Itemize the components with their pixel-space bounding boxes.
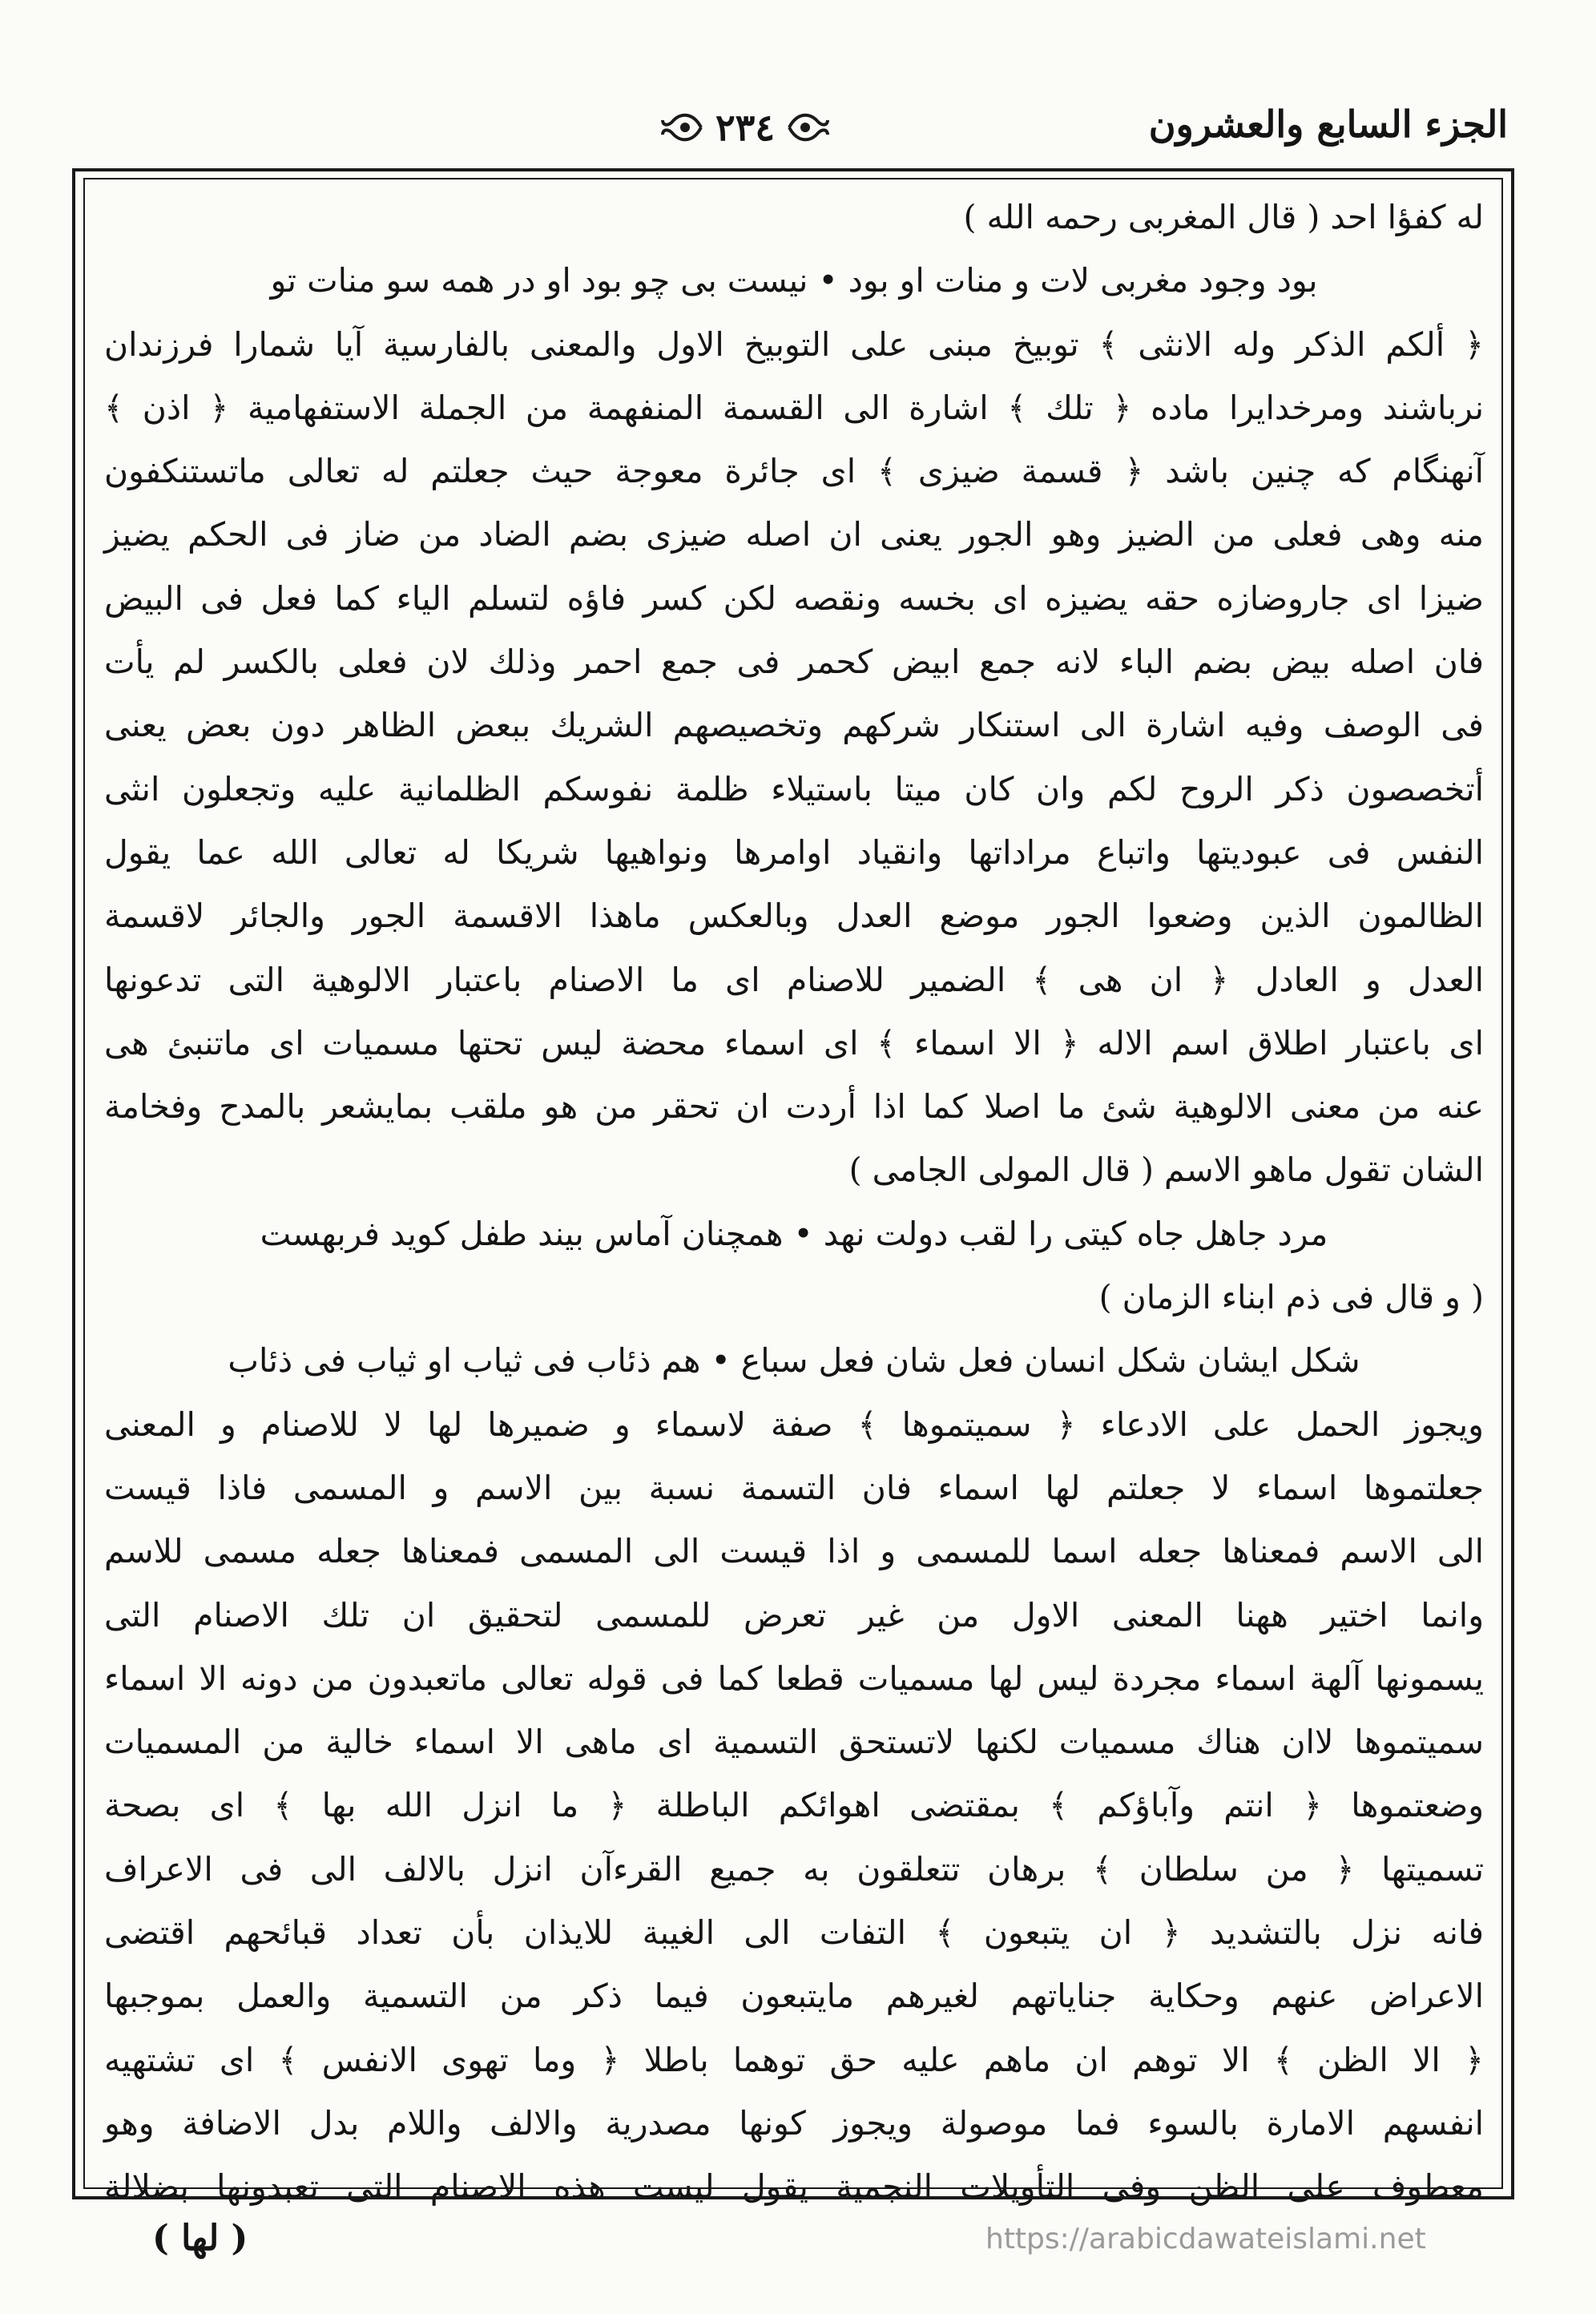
text-line: النفس فى عبوديتها واتباع مراداتها وانقياد اوامرها ونواهيها شريكا له تعالى الله عما يقول: [104, 832, 1484, 872]
text-line: فانه نزل بالتشديد ﴿ ان يتبعون ﴾ التفات الى الغيبة للايذان بأن تعداد قبائحهم اقتضى: [104, 1913, 1484, 1953]
text-line: اى باعتبار اطلاق اسم الاله ﴿ الا اسماء ﴾ اى اسماء محضة ليس تحتها مسميات اى ماتنبئ هى: [104, 1023, 1484, 1062]
text-line: ﴿ ألكم الذكر وله الانثى ﴾ توبيخ مبنى على التوبيخ الاول والمعنى بالفارسية آيا شمارا فرزندان: [104, 325, 1484, 364]
watermark-url: https://arabicdawateislami.net: [985, 2223, 1426, 2256]
text-line: ويجوز الحمل على الادعاء ﴿ سميتموها ﴾ صفة لاسماء و ضميرها لها لا للاصنام و المعنى: [104, 1405, 1484, 1444]
text-line: آنهنگام كه چنين باشد ﴿ قسمة ضيزى ﴾ اى جائرة معوجة حيث جعلتم له تعالى ماتستنكفون: [104, 452, 1484, 491]
text-line: ( و قال فى ذم ابناء الزمان ): [1098, 1278, 1484, 1317]
text-line: له كفؤا احد ( قال المغربى رحمه الله ): [963, 198, 1484, 236]
text-line: الظالمون الذين وضعوا الجور موضع العدل وبالعكس ماهذا الاقسمة الجور والجائر لاقسمة: [104, 897, 1484, 936]
left-ornament-icon: [786, 109, 831, 146]
text-line: معطوف على الظن وفى التأويلات النجمية يقول ليست هذه الاصنام التى تعبدونها بضلالة: [104, 2167, 1484, 2207]
text-line: مرد جاهل جاه كيتى را لقب دولت نهد • همچنان آماس بيند طفل كويد فربهست: [260, 1214, 1328, 1253]
text-line: ﴿ الا الظن ﴾ الا توهم ان ماهم عليه حق توهما باطلا ﴿ وما تهوى الانفس ﴾ اى تشتهيه: [104, 2040, 1484, 2079]
page-number: ٢٣٤: [715, 106, 776, 149]
text-line: الى الاسم فمعناها جعله اسما للمسمى و اذا قيست الى المسمى فمعناها جعله مسمى للاسم: [104, 1532, 1484, 1571]
text-line: أتخصصون ذكر الروح لكم وان كان ميتا باستيلاء ظلمة نفوسكم الظلمانية عليه وتجعلون انثى: [104, 769, 1484, 808]
text-line: ضيزا اى جاروضازه حقه يضيزه اى بخسه ونقصه لكن كسر فاؤه لتسلم الياء كما فعل فى البيض: [104, 578, 1484, 618]
text-line: الشان تقول ماهو الاسم ( قال المولى الجامى ): [848, 1151, 1484, 1190]
text-line: بود وجود مغربى لات و منات او بود • نيست بى چو بود او در همه سو منات تو: [270, 261, 1318, 300]
text-line: منه وهى فعلى من الضيز وهو الجور يعنى ان اصله ضيزى بضم الضاد من ضاز فى الحكم يضيز: [104, 515, 1484, 554]
text-line: نرباشند ومرخدايرا ماده ﴿ تلك ﴾ اشارة الى القسمة المنفهمة من الجملة الاستفهامية ﴿ اذن ﴾: [104, 388, 1484, 427]
text-line: يسمونها آلهة اسماء مجردة ليس لها مسميات قطعا كما فى قوله تعالى ماتعبدون من دونه الا اسماء: [104, 1659, 1484, 1698]
text-line: عنه من معنى الالوهية شئ ما اصلا كما اذا أردت ان تحقر من هو ملقب بمايشعر بالمدح وفخامة: [104, 1087, 1484, 1127]
text-line: العدل و العادل ﴿ ان هى ﴾ الضمير للاصنام اى ما الاصنام باعتبار الالوهية التى تدعونها: [104, 960, 1484, 999]
text-line: انفسهم الامارة بالسوء فما موصولة ويجوز كونها مصدرية والالف واللام بدل الاضافة وهو: [104, 2103, 1484, 2143]
text-line: وضعتموها ﴿ انتم وآباؤكم ﴾ بمقتضى اهوائكم الباطلة ﴿ ما انزل الله بها ﴾ اى بصحة: [104, 1786, 1484, 1825]
text-line: فان اصله بيض بضم الباء لانه جمع ابيض كحمر فى جمع احمر وذلك لان فعلى بالكسر لم يأت: [104, 643, 1484, 682]
text-line: جعلتموها اسماء لا جعلتم لها اسماء فان التسمة نسبة بين الاسم و المسمى فاذا قيست: [104, 1468, 1484, 1507]
text-line: شكل ايشان شكل انسان فعل شان فعل سباع • هم ذئاب فى ثياب او ثياب فى ذئاب: [228, 1341, 1360, 1381]
text-line: الاعراض عنهم وحكاية جناياتهم لغيرهم مايتبعون فيما ذكر من التسمية والعمل بموجبها: [104, 1977, 1484, 2016]
text-line: سميتموها لاان هناك مسميات لكنها لاتستحق التسمية اى ماهى الا اسماء خالية من المسميات: [104, 1723, 1484, 1762]
text-line: فى الوصف وفيه اشارة الى استنكار شركهم وتخصيصهم الشريك ببعض الظاهر دون بعض يعنى: [104, 706, 1484, 745]
catchword: ( لها ): [152, 2218, 248, 2259]
running-title: الجزء السابع والعشرون: [1148, 103, 1508, 146]
text-body: [104, 186, 1484, 2207]
right-ornament-icon: [659, 109, 704, 146]
text-line: تسميتها ﴿ من سلطان ﴾ برهان تتعلقون به جميع القرءآن انزل بالالف الى فى الاعراف: [104, 1849, 1484, 1889]
page-number-block: [649, 99, 841, 155]
page-header: [80, 96, 1508, 168]
text-line: وانما اختير ههنا المعنى الاول من غير تعرض للمسمى لتحقيق ان تلك الاصنام التى: [104, 1595, 1484, 1635]
